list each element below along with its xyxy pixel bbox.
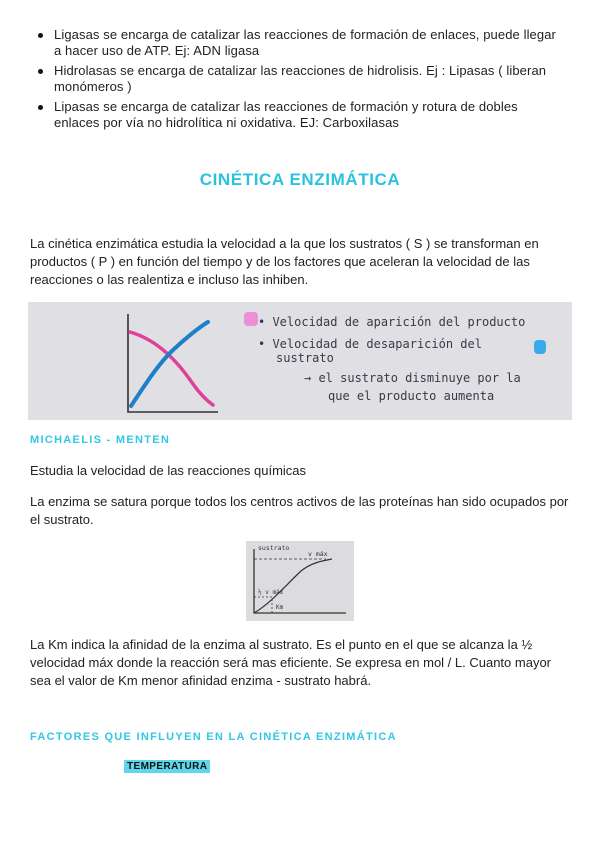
michaelis-menten-heading: MICHAELIS - MENTEN xyxy=(30,434,171,446)
list-item: Hidrolasas se encarga de catalizar las reacciones de hidrolisis. Ej : Lipasas ( liberan monómeros ) xyxy=(34,63,564,95)
notes-sketch xyxy=(28,302,572,420)
substrate-curve xyxy=(130,332,213,405)
note-line-2: • Velocidad de desaparición del xyxy=(258,337,482,351)
note-line-5: que el producto aumenta xyxy=(328,389,495,403)
michaelis-sketch xyxy=(246,541,354,621)
handwritten-notes-image xyxy=(28,302,572,420)
graph-label-vmax: v máx xyxy=(308,550,328,558)
section-title: CINÉTICA ENZIMÁTICA xyxy=(199,170,401,189)
michaelis-graph-image xyxy=(246,541,354,621)
intro-paragraph: La cinética enzimática estudia la velocidad a la que los sustratos ( S ) se transforman en productos ( P ) en función del tiempo y de los factores que aceleran la velocidad de las reacciones o las realentiza e incluso las inhiben. xyxy=(30,236,539,287)
enzyme-class-list xyxy=(34,27,564,135)
saturation-paragraph: La enzima se satura porque todos los centros activos de las proteínas han sido ocupados por el sustrato. xyxy=(30,494,569,527)
note-line-1: • Velocidad de aparición del producto xyxy=(258,315,526,329)
graph-label-top: sustrato xyxy=(258,544,290,552)
product-curve xyxy=(131,322,208,406)
graph-label-km: Km xyxy=(276,604,284,611)
temperature-label: TEMPERATURA xyxy=(124,760,210,773)
list-item: Lipasas se encarga de catalizar las reacciones de formación y rotura de dobles enlaces por vía no hidrolítica ni oxidativa. EJ: Carboxilasas xyxy=(34,99,564,131)
note-line-4: → el sustrato disminuye por la xyxy=(304,371,521,385)
km-paragraph: La Km indica la afinidad de la enzima al sustrato. Es el punto en el que se alcanza la ½ velocidad máx donde la reacción será mas eficiente. Se expresa en mol / L. Cuanto mayor sea el valor de Km menor afinidad enzima - sustrato habrá. xyxy=(30,637,551,688)
factors-heading: FACTORES QUE INFLUYEN EN LA CINÉTICA ENZIMÁTICA xyxy=(30,731,397,743)
study-paragraph: Estudia la velocidad de las reacciones químicas xyxy=(30,463,307,478)
graph-label-half: ½ v máx xyxy=(258,589,284,596)
list-item: Ligasas se encarga de catalizar las reacciones de formación de enlaces, puede llegar a hacer uso de ATP. Ej: ADN ligasa xyxy=(34,27,564,59)
note-line-3: sustrato xyxy=(276,351,334,365)
